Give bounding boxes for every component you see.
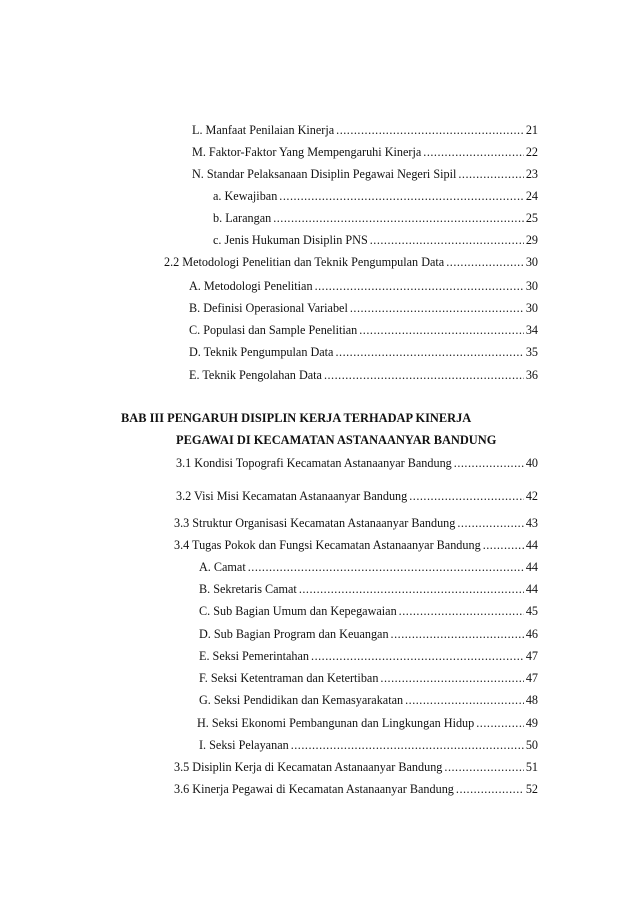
toc-entry[interactable] bbox=[189, 300, 538, 316]
toc-page-number: 42 bbox=[525, 489, 538, 503]
toc-entry[interactable] bbox=[192, 122, 538, 138]
toc-leader-dots bbox=[335, 344, 523, 360]
toc-entry[interactable] bbox=[199, 648, 538, 664]
toc-entry[interactable] bbox=[174, 781, 538, 797]
toc-leader-dots bbox=[350, 300, 524, 316]
toc-entry-label: c. Jenis Hukuman Disiplin PNS bbox=[213, 233, 368, 247]
toc-page-number: 46 bbox=[525, 627, 538, 641]
toc-page-number: 35 bbox=[525, 345, 538, 359]
toc-entry-label: a. Kewajiban bbox=[213, 189, 278, 203]
toc-entry[interactable] bbox=[189, 344, 538, 360]
toc-entry-label: M. Faktor-Faktor Yang Mempengaruhi Kinerja bbox=[192, 145, 422, 159]
toc-entry-label: I. Seksi Pelayanan bbox=[199, 738, 289, 752]
toc-leader-dots bbox=[248, 559, 524, 575]
toc-page-number: 43 bbox=[525, 516, 538, 530]
toc-leader-dots bbox=[370, 232, 524, 248]
toc-page-number: 44 bbox=[525, 560, 538, 574]
toc-page-number: 21 bbox=[525, 123, 538, 137]
toc-leader-dots bbox=[446, 254, 524, 270]
toc-page-number: 30 bbox=[525, 279, 538, 293]
toc-leader-dots bbox=[315, 278, 524, 294]
toc-page-number: 49 bbox=[525, 716, 538, 730]
toc-entry-label: L. Manfaat Penilaian Kinerja bbox=[192, 123, 335, 137]
toc-entry-label: E. Teknik Pengolahan Data bbox=[189, 368, 322, 382]
toc-leader-dots bbox=[380, 670, 523, 686]
toc-entry-label: 3.3 Struktur Organisasi Kecamatan Astanaanyar Bandung bbox=[174, 516, 456, 530]
toc-entry[interactable] bbox=[174, 515, 538, 531]
toc-entry[interactable] bbox=[197, 715, 538, 731]
toc-entry-label: A. Metodologi Penelitian bbox=[189, 279, 313, 293]
toc-entry-label: 3.1 Kondisi Topografi Kecamatan Astanaanyar Bandung bbox=[176, 456, 452, 470]
toc-page-number: 52 bbox=[525, 782, 538, 796]
toc-entry[interactable] bbox=[199, 559, 538, 575]
toc-leader-dots bbox=[299, 581, 524, 597]
toc-page-number: 48 bbox=[525, 693, 538, 707]
toc-entry-label: 2.2 Metodologi Penelitian dan Teknik Pengumpulan Data bbox=[164, 255, 445, 269]
toc-leader-dots bbox=[444, 759, 523, 775]
toc-entry-label: H. Seksi Ekonomi Pembangunan dan Lingkungan Hidup bbox=[197, 716, 475, 730]
toc-page-number: 22 bbox=[525, 145, 538, 159]
toc-entry[interactable] bbox=[213, 210, 538, 226]
chapter-heading-line2: PEGAWAI DI KECAMATAN ASTANAANYAR BANDUNG bbox=[176, 433, 497, 447]
toc-page-number: 47 bbox=[525, 649, 538, 663]
toc-entry-label: D. Sub Bagian Program dan Keuangan bbox=[199, 627, 389, 641]
toc-entry-label: E. Seksi Pemerintahan bbox=[199, 649, 310, 663]
toc-page-number: 44 bbox=[525, 582, 538, 596]
toc-entry[interactable] bbox=[192, 166, 538, 182]
toc-entry[interactable] bbox=[189, 322, 538, 338]
toc-page-number: 30 bbox=[525, 255, 538, 269]
toc-leader-dots bbox=[324, 367, 524, 383]
toc-entry[interactable] bbox=[199, 737, 538, 753]
toc-leader-dots bbox=[291, 737, 524, 753]
toc-page-number: 29 bbox=[525, 233, 538, 247]
toc-entry[interactable] bbox=[199, 581, 538, 597]
toc-entry-label: b. Larangan bbox=[213, 211, 272, 225]
toc-page-number: 36 bbox=[525, 368, 538, 382]
toc-page-number: 51 bbox=[525, 760, 538, 774]
toc-entry[interactable] bbox=[199, 670, 538, 686]
toc-leader-dots bbox=[454, 455, 524, 471]
toc-entry[interactable] bbox=[189, 367, 538, 383]
toc-leader-dots bbox=[476, 715, 524, 731]
toc-page-number: 34 bbox=[525, 323, 538, 337]
toc-page-number: 44 bbox=[525, 538, 538, 552]
toc-leader-dots bbox=[409, 488, 524, 504]
toc-entry[interactable] bbox=[199, 626, 538, 642]
toc-entry-label: N. Standar Pelaksanaan Disiplin Pegawai Negeri Sipil bbox=[192, 167, 457, 181]
toc-entry-label: D. Teknik Pengumpulan Data bbox=[189, 345, 334, 359]
toc-entry[interactable] bbox=[199, 692, 538, 708]
toc-entry[interactable] bbox=[164, 254, 538, 270]
toc-leader-dots bbox=[311, 648, 524, 664]
toc-entry-label: 3.4 Tugas Pokok dan Fungsi Kecamatan Astanaanyar Bandung bbox=[174, 538, 481, 552]
toc-entry[interactable] bbox=[192, 144, 538, 160]
toc-entry-label: B. Sekretaris Camat bbox=[199, 582, 297, 596]
toc-entry[interactable] bbox=[189, 278, 538, 294]
toc-entry-label: 3.5 Disiplin Kerja di Kecamatan Astanaanyar Bandung bbox=[174, 760, 443, 774]
toc-leader-dots bbox=[458, 166, 523, 182]
toc-leader-dots bbox=[273, 210, 524, 226]
toc-leader-dots bbox=[405, 692, 524, 708]
toc-entry-label: C. Sub Bagian Umum dan Kepegawaian bbox=[199, 604, 397, 618]
toc-entry[interactable] bbox=[199, 603, 538, 619]
toc-leader-dots bbox=[457, 515, 523, 531]
toc-entry[interactable] bbox=[174, 537, 538, 553]
toc-leader-dots bbox=[336, 122, 524, 138]
toc-page-number: 24 bbox=[525, 189, 538, 203]
toc-leader-dots bbox=[391, 626, 524, 642]
toc-page-number: 30 bbox=[525, 301, 538, 315]
toc-page-number: 25 bbox=[525, 211, 538, 225]
toc-entry-label: F. Seksi Ketentraman dan Ketertiban bbox=[199, 671, 379, 685]
toc-entry[interactable] bbox=[213, 232, 538, 248]
toc-entry-label: 3.6 Kinerja Pegawai di Kecamatan Astanaanyar Bandung bbox=[174, 782, 454, 796]
toc-entry-label: G. Seksi Pendidikan dan Kemasyarakatan bbox=[199, 693, 404, 707]
chapter-heading-line1: BAB III PENGARUH DISIPLIN KERJA TERHADAP KINERJA bbox=[121, 411, 472, 425]
toc-leader-dots bbox=[399, 603, 524, 619]
toc-leader-dots bbox=[359, 322, 524, 338]
toc-page-number: 40 bbox=[525, 456, 538, 470]
toc-entry[interactable] bbox=[174, 759, 538, 775]
toc-leader-dots bbox=[483, 537, 524, 553]
toc-page-number: 45 bbox=[525, 604, 538, 618]
toc-entry-label: A. Camat bbox=[199, 560, 246, 574]
toc-page-number: 23 bbox=[525, 167, 538, 181]
toc-entry[interactable] bbox=[176, 455, 538, 471]
toc-entry-label: 3.2 Visi Misi Kecamatan Astanaanyar Bandung bbox=[176, 489, 408, 503]
toc-entry[interactable] bbox=[176, 488, 538, 504]
toc-leader-dots bbox=[423, 144, 524, 160]
toc-page-number: 50 bbox=[525, 738, 538, 752]
toc-entry-label: C. Populasi dan Sample Penelitian bbox=[189, 323, 358, 337]
toc-entry-label: B. Definisi Operasional Variabel bbox=[189, 301, 348, 315]
toc-leader-dots bbox=[456, 781, 524, 797]
toc-leader-dots bbox=[279, 188, 524, 204]
toc-entry[interactable] bbox=[213, 188, 538, 204]
toc-page-number: 47 bbox=[525, 671, 538, 685]
